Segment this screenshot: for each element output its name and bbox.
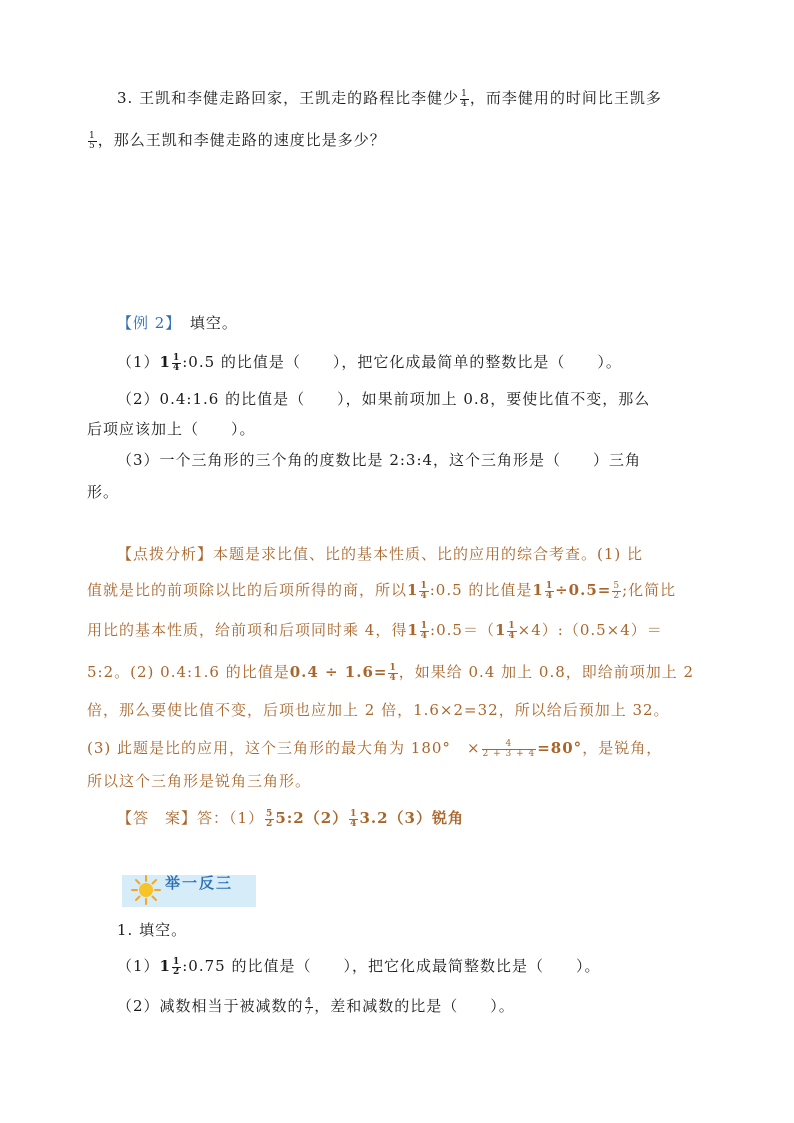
fraction: $\frac{1}{4}$ bbox=[461, 88, 468, 109]
analysis-line-2: 值就是比的前项除以比的后项所得的商，所以1 $\frac{1}{4}$ :0.5 的比值是1 $\frac{1}{4}$ ÷0.5= $\frac{5}{2}$ ;化简比 bbox=[87, 580, 677, 601]
example-heading bbox=[117, 313, 238, 333]
practice-q1: 1. 填空。 bbox=[117, 921, 188, 939]
practice-part-1: （1）1 $\frac{1}{2}$ :0.75 的比值是（ ），把它化成最简整数比是（ ）。 bbox=[117, 956, 601, 977]
example-tag: 【例 2】 bbox=[117, 314, 174, 332]
practice-banner-title: 举一反三 bbox=[165, 874, 234, 892]
answer-line: 【答 案】答：（1） $\frac{5}{2}$ 5:2（2） $\frac{1}{4}$ 3.2（3）锐角 bbox=[117, 808, 464, 829]
fraction: $\frac{1}{4}$ bbox=[420, 580, 428, 601]
q3-line-2: $\frac{1}{5}$ ，那么王凯和李健走路的速度比是多少？ bbox=[89, 130, 386, 151]
analysis-line-3: 用比的基本性质，给前项和后项同时乘 4，得1 $\frac{1}{4}$ :0.5＝（1 $\frac{1}{4}$ ×4）:（0.5×4）＝ bbox=[87, 620, 663, 641]
fraction: $\frac{4}{2 + 3 + 4}$ bbox=[482, 738, 536, 759]
example-part-3-line-2: 形。 bbox=[87, 483, 120, 501]
practice-part-2: （2）减数相当于被减数的 $\frac{4}{7}$ ，差和减数的比是（ ）。 bbox=[117, 996, 515, 1017]
example-part-1: （1）1 $\frac{1}{4}$ :0.5 的比值是（ ），把它化成最简单的整数比是（ ）。 bbox=[117, 352, 622, 373]
analysis-line-6: (3) 此题是比的应用，这个三角形的最大角为 180° × $\frac{4}{2 + 3 + 4}$ =80°，是锐角， bbox=[87, 738, 663, 759]
fraction: $\frac{1}{4}$ bbox=[389, 662, 397, 683]
fraction: $\frac{1}{4}$ bbox=[508, 620, 516, 641]
fraction: $\frac{1}{2}$ bbox=[172, 956, 181, 977]
analysis-line-5: 倍，那么要使比值不变，后项也应加上 2 倍，1.6×2=32，所以给后预加上 32。 bbox=[87, 701, 670, 719]
sun-icon bbox=[130, 874, 162, 906]
fraction: $\frac{4}{7}$ bbox=[305, 996, 313, 1017]
example-title: 填空。 bbox=[189, 314, 238, 332]
fraction: $\frac{5}{2}$ bbox=[266, 808, 274, 829]
fraction: $\frac{1}{4}$ bbox=[545, 580, 554, 601]
fraction: $\frac{1}{4}$ bbox=[350, 808, 358, 829]
q3-line-1: 3. 王凯和李健走路回家，王凯走的路程比李健少 $\frac{1}{4}$ ，而李健用的时间比王凯多 bbox=[117, 88, 662, 109]
analysis-line-1: 【点拨分析】本题是求比值、比的基本性质、比的应用的综合考查。(1) 比 bbox=[117, 545, 644, 563]
fraction: $\frac{1}{5}$ bbox=[89, 130, 96, 151]
fraction: $\frac{1}{4}$ bbox=[172, 352, 181, 373]
analysis-line-4: 5:2。(2) 0.4:1.6 的比值是0.4 ÷ 1.6= $\frac{1}{4}$ ，如果给 0.4 加上 0.8，即给前项加上 2 bbox=[87, 662, 695, 683]
fraction: $\frac{5}{2}$ bbox=[613, 580, 621, 601]
example-part-2-line-1: （2）0.4:1.6 的比值是（ ），如果前项加上 0.8，要使比值不变，那么 bbox=[117, 390, 651, 408]
analysis-line-7: 所以这个三角形是锐角三角形。 bbox=[87, 772, 312, 790]
fraction: $\frac{1}{4}$ bbox=[420, 620, 429, 641]
example-part-2-line-2: 后项应该加上（ ）。 bbox=[87, 420, 256, 438]
example-part-3-line-1: （3）一个三角形的三个角的度数比是 2:3:4，这个三角形是（ ）三角 bbox=[117, 451, 642, 469]
